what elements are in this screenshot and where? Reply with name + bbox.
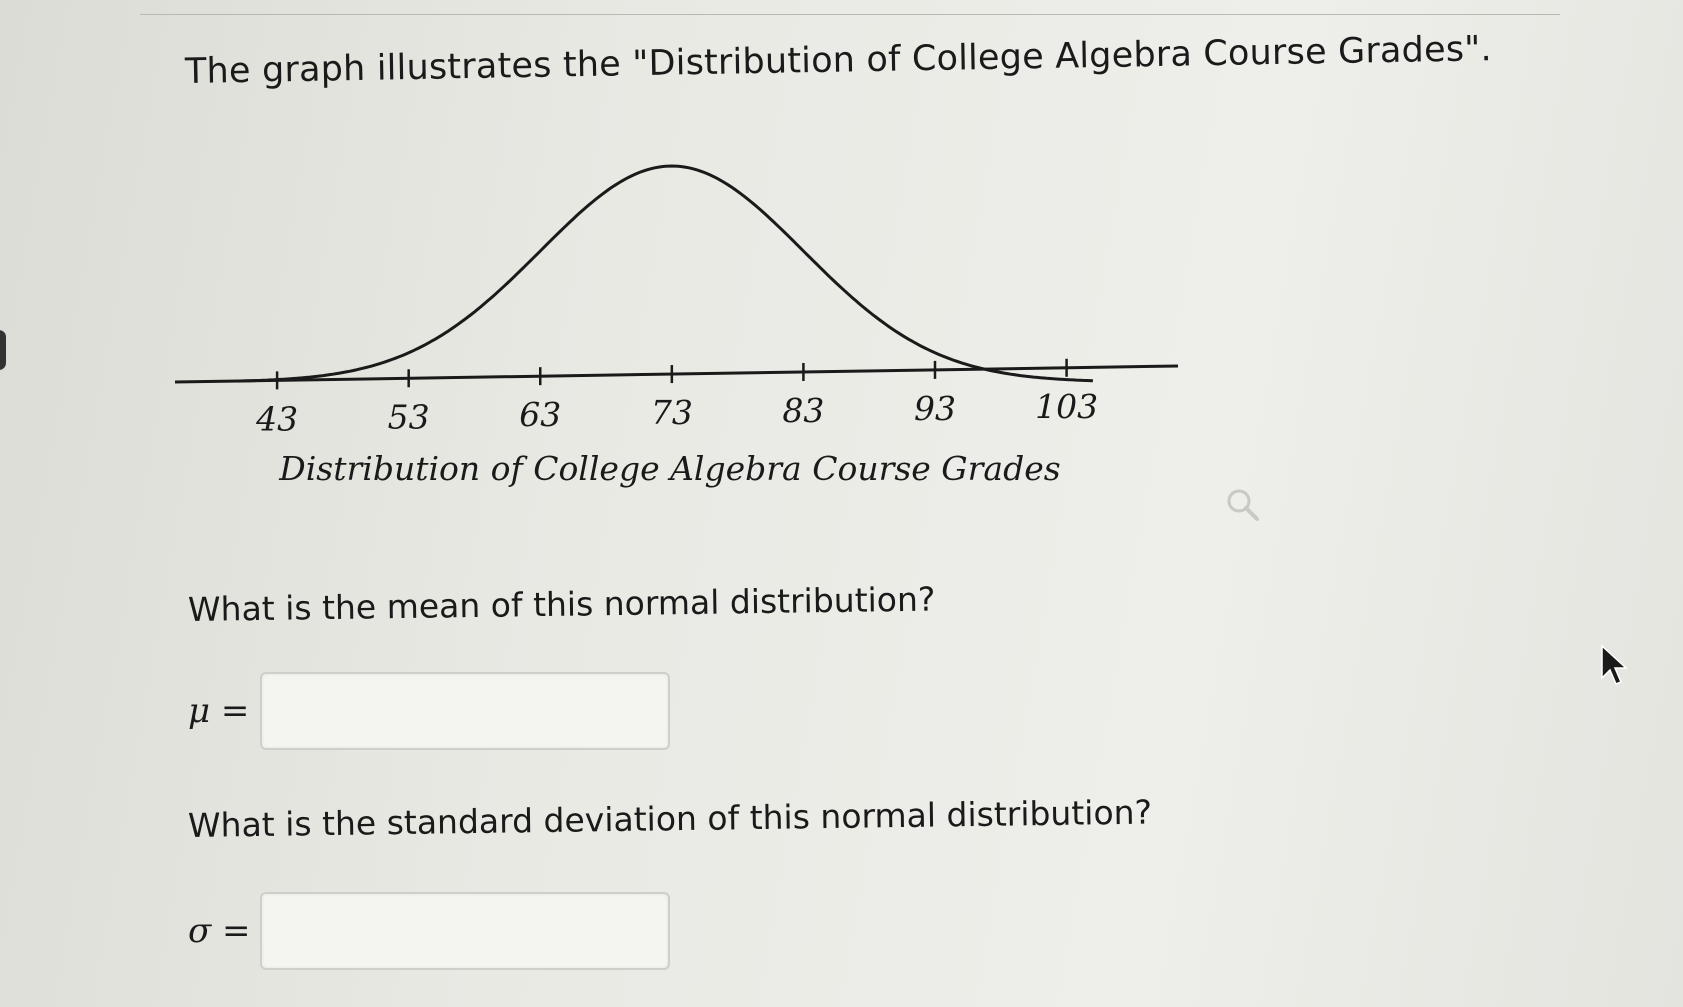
question-title: The graph illustrates the "Distribution of College Algebra Course Grades". [184, 29, 1493, 92]
sd-answer-row [188, 892, 670, 970]
mean-answer-row [188, 672, 670, 750]
mu-symbol: μ = [188, 691, 250, 731]
scroll-edge-indicator [0, 330, 6, 370]
x-tick-label: 73 [650, 393, 693, 433]
x-tick-label: 43 [256, 399, 299, 439]
sigma-symbol: σ = [188, 911, 251, 951]
chart-svg [170, 150, 1230, 520]
mean-input[interactable] [260, 672, 670, 750]
magnifier-icon[interactable] [1224, 486, 1262, 524]
x-tick-label: 93 [914, 388, 956, 428]
x-tick-label: 83 [782, 390, 825, 430]
x-tick-label: 63 [519, 395, 562, 435]
mouse-pointer-icon [1600, 644, 1630, 688]
x-tick-label: 103 [1035, 386, 1099, 426]
sd-input[interactable] [260, 892, 670, 970]
sd-question: What is the standard deviation of this normal distribution? [187, 792, 1153, 845]
x-axis-label: Distribution of College Algebra Course Grades [279, 449, 1061, 488]
divider [140, 14, 1560, 15]
normal-distribution-chart [170, 150, 1230, 524]
normal-curve [238, 166, 1093, 381]
x-tick-label: 53 [387, 397, 430, 437]
mean-question: What is the mean of this normal distribution? [187, 579, 936, 629]
